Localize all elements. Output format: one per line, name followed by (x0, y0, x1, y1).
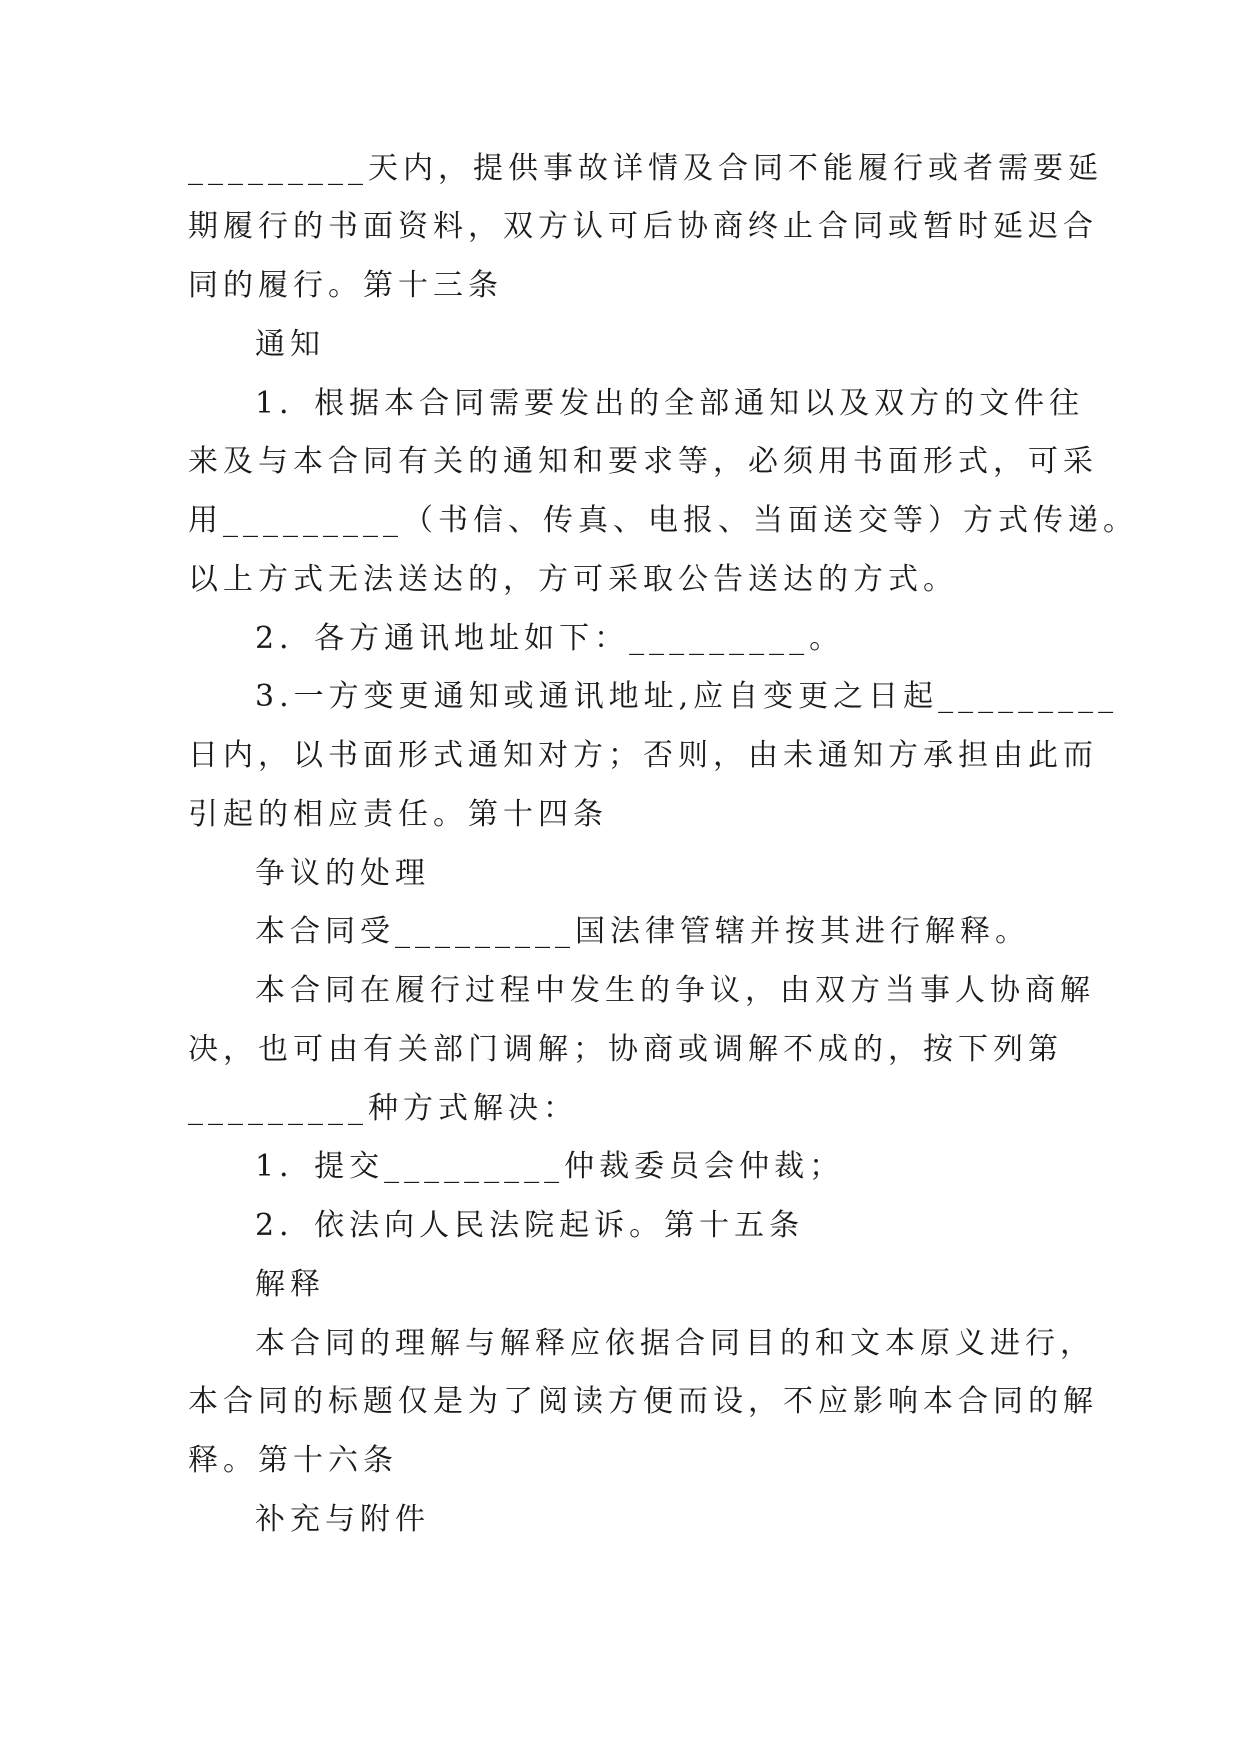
text-line: 2．各方通讯地址如下：_________。 (255, 621, 845, 656)
section-heading: 争议的处理 (255, 856, 430, 891)
text-line: 3.一方变更通知或通讯地址,应自变更之日起_________ (255, 679, 1119, 714)
text-line: 本合同在履行过程中发生的争议，由双方当事人协商解 (255, 973, 1095, 1008)
section-heading: 补充与附件 (255, 1502, 430, 1537)
text-line: 本合同的标题仅是为了阅读方便而设，不应影响本合同的解 (188, 1384, 1098, 1419)
section-heading: 解释 (255, 1267, 325, 1302)
text-line: 用_________（书信、传真、电报、当面送交等）方式传递。 (188, 503, 1138, 538)
text-line: 1．提交_________仲裁委员会仲裁； (255, 1149, 845, 1184)
text-line: 以上方式无法送达的，方可采取公告送达的方式。 (188, 562, 958, 597)
text-line: 决，也可由有关部门调解；协商或调解不成的，按下列第 (188, 1032, 1063, 1067)
text-line: 来及与本合同有关的通知和要求等，必须用书面形式，可采 (188, 444, 1098, 479)
text-line: 1．根据本合同需要发出的全部通知以及双方的文件往 (255, 386, 1085, 421)
text-line: 引起的相应责任。第十四条 (188, 797, 608, 832)
text-line: 同的履行。第十三条 (188, 268, 503, 303)
text-line: 日内，以书面形式通知对方；否则，由未通知方承担由此而 (188, 738, 1098, 773)
section-heading: 通知 (255, 327, 325, 362)
text-line: _________种方式解决： (188, 1091, 578, 1126)
text-line: 释。第十六条 (188, 1443, 398, 1478)
text-line: 2．依法向人民法院起诉。第十五条 (255, 1208, 805, 1243)
text-line: 期履行的书面资料，双方认可后协商终止合同或暂时延迟合 (188, 209, 1098, 244)
text-line: _________天内，提供事故详情及合同不能履行或者需要延 (188, 151, 1103, 186)
text-line: 本合同受_________国法律管辖并按其进行解释。 (255, 914, 1030, 949)
text-line: 本合同的理解与解释应依据合同目的和文本原义进行， (255, 1326, 1095, 1361)
